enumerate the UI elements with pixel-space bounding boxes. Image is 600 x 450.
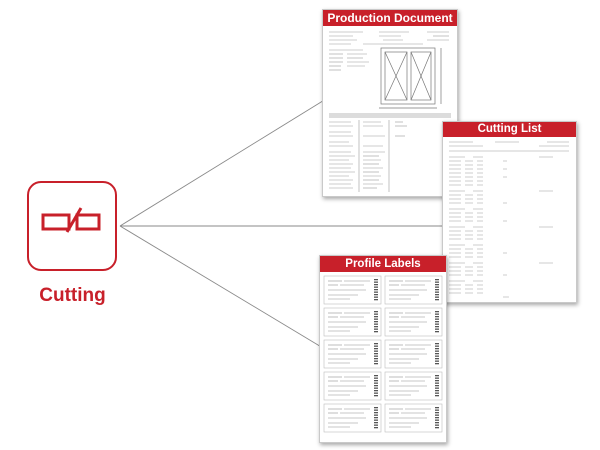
- production-document-body: [323, 26, 457, 196]
- cutting-tile: [27, 181, 117, 271]
- profile-label-card: [385, 340, 442, 368]
- profile-label-card: [324, 404, 381, 432]
- production-document: [322, 9, 458, 197]
- profile-label-card: [324, 340, 381, 368]
- profile-label-card: [324, 308, 381, 336]
- profile-label-card: [385, 276, 442, 304]
- profile-labels-document: [319, 255, 447, 443]
- production-document-title: Production Document: [323, 10, 457, 26]
- cutting-list-title: Cutting List: [443, 122, 576, 137]
- profile-labels-body: [320, 272, 446, 442]
- connector-profile-labels: [120, 226, 323, 348]
- cutting-icon: [29, 183, 115, 269]
- profile-label-card: [324, 276, 381, 304]
- cutting-list-document: [442, 121, 577, 303]
- profile-label-card: [385, 404, 442, 432]
- profile-labels-title: Profile Labels: [320, 256, 446, 272]
- connector-production: [120, 99, 326, 226]
- cutting-list-body: [443, 137, 576, 302]
- profile-label-card: [385, 372, 442, 400]
- cutting-label: Cutting: [39, 285, 106, 306]
- profile-label-card: [324, 372, 381, 400]
- profile-label-card: [385, 308, 442, 336]
